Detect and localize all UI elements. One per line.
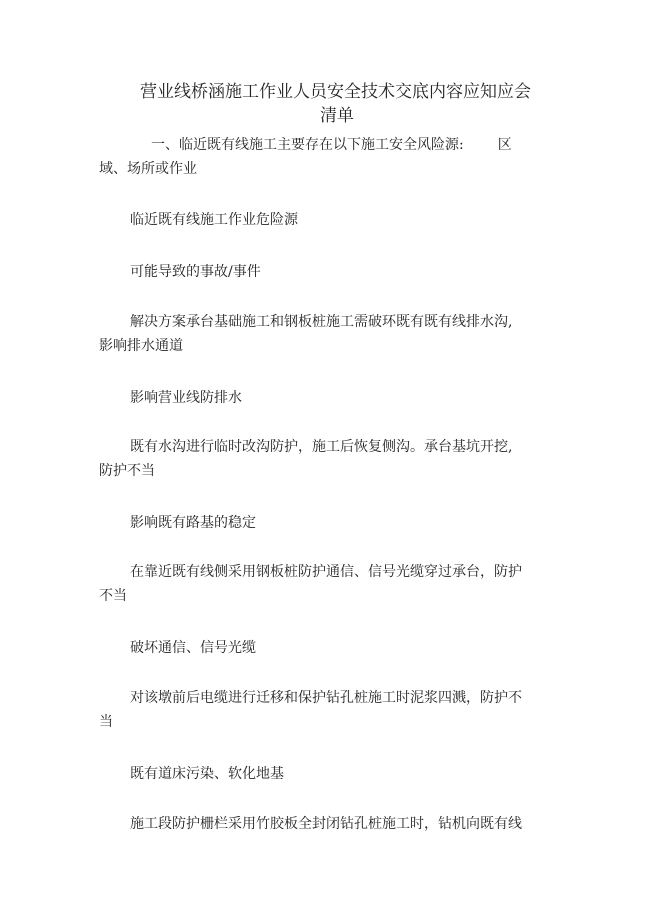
paragraph-possible-event: 可能导致的事故/事件 — [130, 264, 261, 280]
paragraph-cable-protection — [99, 560, 559, 608]
paragraph-solution-drainage — [99, 310, 559, 358]
paragraph-line: 不当 — [99, 588, 127, 604]
paragraph-line: 影响排水通道 — [99, 338, 183, 354]
paragraph-fence-protection: 施工段防护栅栏采用竹胶板全封闭钻孔桩施工时，钻机向既有线 — [130, 816, 522, 832]
paragraph-line: 解决方案承台基础施工和钢板桩施工需破环既有既有线排水沟, — [130, 314, 513, 330]
paragraph-drainage-impact: 影响营业线防排水 — [130, 390, 242, 406]
paragraph-cable-damage: 破坏通信、信号光缆 — [130, 640, 256, 656]
title-line-2: 清单 — [320, 106, 354, 126]
document-title — [140, 80, 560, 128]
intro-line-1 — [99, 133, 559, 157]
title-line-1: 营业线桥涵施工作业人员安全技术交底内容应知应会 — [140, 82, 531, 102]
paragraph-ditch-protection — [99, 435, 559, 483]
intro-tail-text: 区 — [497, 137, 512, 153]
paragraph-line: 当 — [99, 714, 113, 730]
paragraph-hazard-source: 临近既有线施工作业危险源 — [130, 212, 298, 228]
intro-paragraph — [99, 133, 559, 181]
paragraph-line: 既有水沟进行临时改沟防护，施工后恢复侧沟。承台基坑开挖, — [130, 439, 513, 455]
paragraph-line: 在靠近既有线侧采用钢板桩防护通信、信号光缆穿过承台，防护 — [130, 564, 522, 580]
paragraph-line: 防护不当 — [99, 463, 155, 479]
paragraph-mud-splash — [99, 686, 559, 734]
intro-lead-text: 一、临近既有线施工主要存在以下施工安全风险源: — [151, 137, 464, 153]
paragraph-subgrade-stability: 影响既有路基的稳定 — [130, 515, 256, 531]
paragraph-ballast-contamination: 既有道床污染、软化地基 — [130, 766, 284, 782]
intro-line-2: 域、场所或作业 — [99, 161, 197, 177]
paragraph-line: 对该墩前后电缆进行迁移和保护钻孔桩施工时泥浆四溅，防护不 — [130, 690, 522, 706]
